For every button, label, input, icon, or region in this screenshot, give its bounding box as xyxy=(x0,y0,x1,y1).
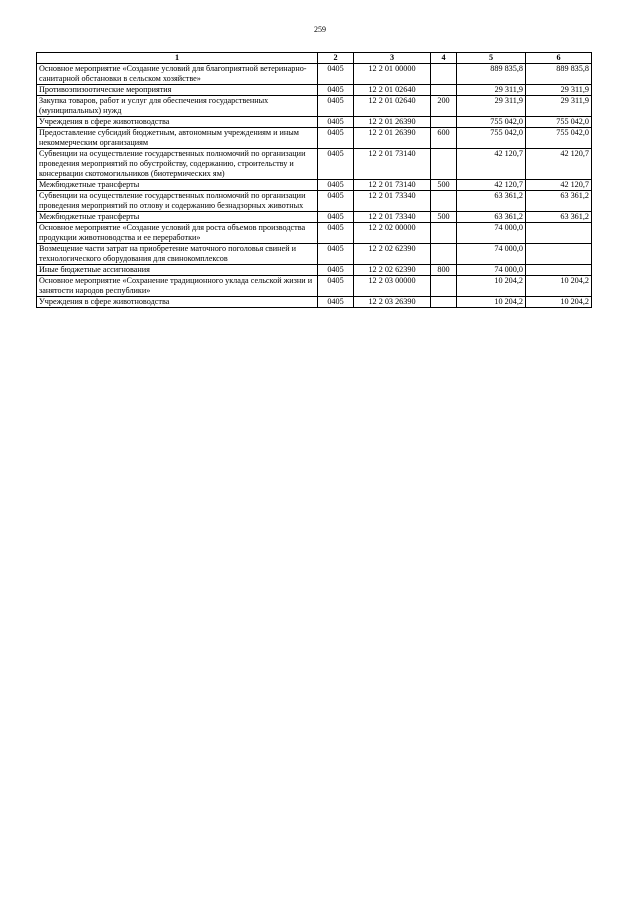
table-row xyxy=(37,180,592,191)
row-name-cell: Субвенции на осуществление государственных полномочий по организации проведения мероприятий по отлову и содержанию безнадзорных животных xyxy=(37,191,318,212)
row-value-1-cell: 74 000,0 xyxy=(457,223,526,244)
row-section-cell: 0405 xyxy=(318,85,354,96)
header-row xyxy=(37,53,592,64)
header-col-1: 1 xyxy=(37,53,318,64)
row-type-cell xyxy=(431,85,457,96)
row-value-1-cell: 29 311,9 xyxy=(457,96,526,117)
row-value-2-cell: 29 311,9 xyxy=(526,96,592,117)
row-type-cell xyxy=(431,191,457,212)
row-value-1-cell: 10 204,2 xyxy=(457,276,526,297)
row-name-cell: Противоэпизоотические мероприятия xyxy=(37,85,318,96)
table-row xyxy=(37,223,592,244)
row-value-1-cell: 755 042,0 xyxy=(457,128,526,149)
row-value-1-cell: 42 120,7 xyxy=(457,180,526,191)
header-col-3: 3 xyxy=(354,53,431,64)
header-col-5: 5 xyxy=(457,53,526,64)
page-number: 259 xyxy=(314,25,326,34)
row-section-cell: 0405 xyxy=(318,276,354,297)
table-row xyxy=(37,64,592,85)
row-type-cell: 800 xyxy=(431,265,457,276)
row-article-cell: 12 2 01 73140 xyxy=(354,180,431,191)
table-row xyxy=(37,244,592,265)
row-value-2-cell: 63 361,2 xyxy=(526,191,592,212)
table-row xyxy=(37,149,592,180)
row-name-cell: Закупка товаров, работ и услуг для обеспечения государственных (муниципальных) нужд xyxy=(37,96,318,117)
row-article-cell: 12 2 02 62390 xyxy=(354,265,431,276)
row-name-cell: Учреждения в сфере животноводства xyxy=(37,117,318,128)
row-value-2-cell: 42 120,7 xyxy=(526,180,592,191)
table-row xyxy=(37,85,592,96)
row-value-1-cell: 74 000,0 xyxy=(457,244,526,265)
row-value-2-cell: 63 361,2 xyxy=(526,212,592,223)
row-section-cell: 0405 xyxy=(318,297,354,308)
row-value-2-cell: 42 120,7 xyxy=(526,149,592,180)
row-article-cell: 12 2 01 73340 xyxy=(354,191,431,212)
row-name-cell: Межбюджетные трансферты xyxy=(37,180,318,191)
row-article-cell: 12 2 01 02640 xyxy=(354,96,431,117)
row-value-2-cell: 755 042,0 xyxy=(526,117,592,128)
row-value-2-cell: 10 204,2 xyxy=(526,297,592,308)
row-type-cell: 500 xyxy=(431,180,457,191)
row-value-1-cell: 755 042,0 xyxy=(457,117,526,128)
row-article-cell: 12 2 01 73340 xyxy=(354,212,431,223)
row-value-1-cell: 29 311,9 xyxy=(457,85,526,96)
row-type-cell xyxy=(431,117,457,128)
row-section-cell: 0405 xyxy=(318,128,354,149)
row-article-cell: 12 2 03 00000 xyxy=(354,276,431,297)
table-row xyxy=(37,96,592,117)
table-row xyxy=(37,276,592,297)
table-header xyxy=(37,53,592,64)
row-article-cell: 12 2 01 73140 xyxy=(354,149,431,180)
header-col-2: 2 xyxy=(318,53,354,64)
row-value-2-cell xyxy=(526,244,592,265)
row-article-cell: 12 2 01 00000 xyxy=(354,64,431,85)
row-section-cell: 0405 xyxy=(318,117,354,128)
row-section-cell: 0405 xyxy=(318,265,354,276)
row-value-2-cell: 10 204,2 xyxy=(526,276,592,297)
row-section-cell: 0405 xyxy=(318,212,354,223)
row-value-2-cell: 755 042,0 xyxy=(526,128,592,149)
row-value-1-cell: 42 120,7 xyxy=(457,149,526,180)
row-section-cell: 0405 xyxy=(318,149,354,180)
row-value-2-cell: 889 835,8 xyxy=(526,64,592,85)
row-type-cell xyxy=(431,297,457,308)
row-name-cell: Иные бюджетные ассигнования xyxy=(37,265,318,276)
row-section-cell: 0405 xyxy=(318,223,354,244)
row-section-cell: 0405 xyxy=(318,180,354,191)
row-value-1-cell: 63 361,2 xyxy=(457,212,526,223)
row-section-cell: 0405 xyxy=(318,96,354,117)
budget-table xyxy=(36,52,592,308)
header-col-6: 6 xyxy=(526,53,592,64)
header-col-4: 4 xyxy=(431,53,457,64)
row-value-2-cell xyxy=(526,265,592,276)
row-name-cell: Межбюджетные трансферты xyxy=(37,212,318,223)
row-article-cell: 12 2 02 62390 xyxy=(354,244,431,265)
table-body xyxy=(37,64,592,308)
row-article-cell: 12 2 03 26390 xyxy=(354,297,431,308)
row-name-cell: Субвенции на осуществление государственных полномочий по организации проведения мероприятий по обустройству, содержанию, строительству и консервации скотомогильников (биотермических ям) xyxy=(37,149,318,180)
row-value-1-cell: 74 000,0 xyxy=(457,265,526,276)
row-value-1-cell: 63 361,2 xyxy=(457,191,526,212)
row-section-cell: 0405 xyxy=(318,244,354,265)
row-name-cell: Основное мероприятие «Создание условий для роста объемов производства продукции животноводства и ее переработки» xyxy=(37,223,318,244)
table-row xyxy=(37,212,592,223)
row-type-cell xyxy=(431,64,457,85)
row-section-cell: 0405 xyxy=(318,64,354,85)
row-article-cell: 12 2 01 02640 xyxy=(354,85,431,96)
row-type-cell: 600 xyxy=(431,128,457,149)
row-type-cell xyxy=(431,149,457,180)
row-section-cell: 0405 xyxy=(318,191,354,212)
row-value-2-cell xyxy=(526,223,592,244)
row-article-cell: 12 2 01 26390 xyxy=(354,117,431,128)
table-row xyxy=(37,297,592,308)
table-row xyxy=(37,265,592,276)
row-type-cell xyxy=(431,244,457,265)
row-type-cell: 500 xyxy=(431,212,457,223)
table-row xyxy=(37,128,592,149)
row-article-cell: 12 2 01 26390 xyxy=(354,128,431,149)
row-name-cell: Основное мероприятие «Сохранение традиционного уклада сельской жизни и занятости народов республики» xyxy=(37,276,318,297)
row-name-cell: Предоставление субсидий бюджетным, автономным учреждениям и иным некоммерческим организациям xyxy=(37,128,318,149)
row-type-cell: 200 xyxy=(431,96,457,117)
row-name-cell: Основное мероприятие «Создание условий для благоприятной ветеринарно-санитарной обстановки в сельском хозяйстве» xyxy=(37,64,318,85)
row-name-cell: Учреждения в сфере животноводства xyxy=(37,297,318,308)
table-row xyxy=(37,191,592,212)
row-value-1-cell: 10 204,2 xyxy=(457,297,526,308)
row-article-cell: 12 2 02 00000 xyxy=(354,223,431,244)
row-type-cell xyxy=(431,223,457,244)
table-row xyxy=(37,117,592,128)
row-value-2-cell: 29 311,9 xyxy=(526,85,592,96)
row-value-1-cell: 889 835,8 xyxy=(457,64,526,85)
row-name-cell: Возмещение части затрат на приобретение маточного поголовья свиней и технологического оборудования для свинокомплексов xyxy=(37,244,318,265)
row-type-cell xyxy=(431,276,457,297)
